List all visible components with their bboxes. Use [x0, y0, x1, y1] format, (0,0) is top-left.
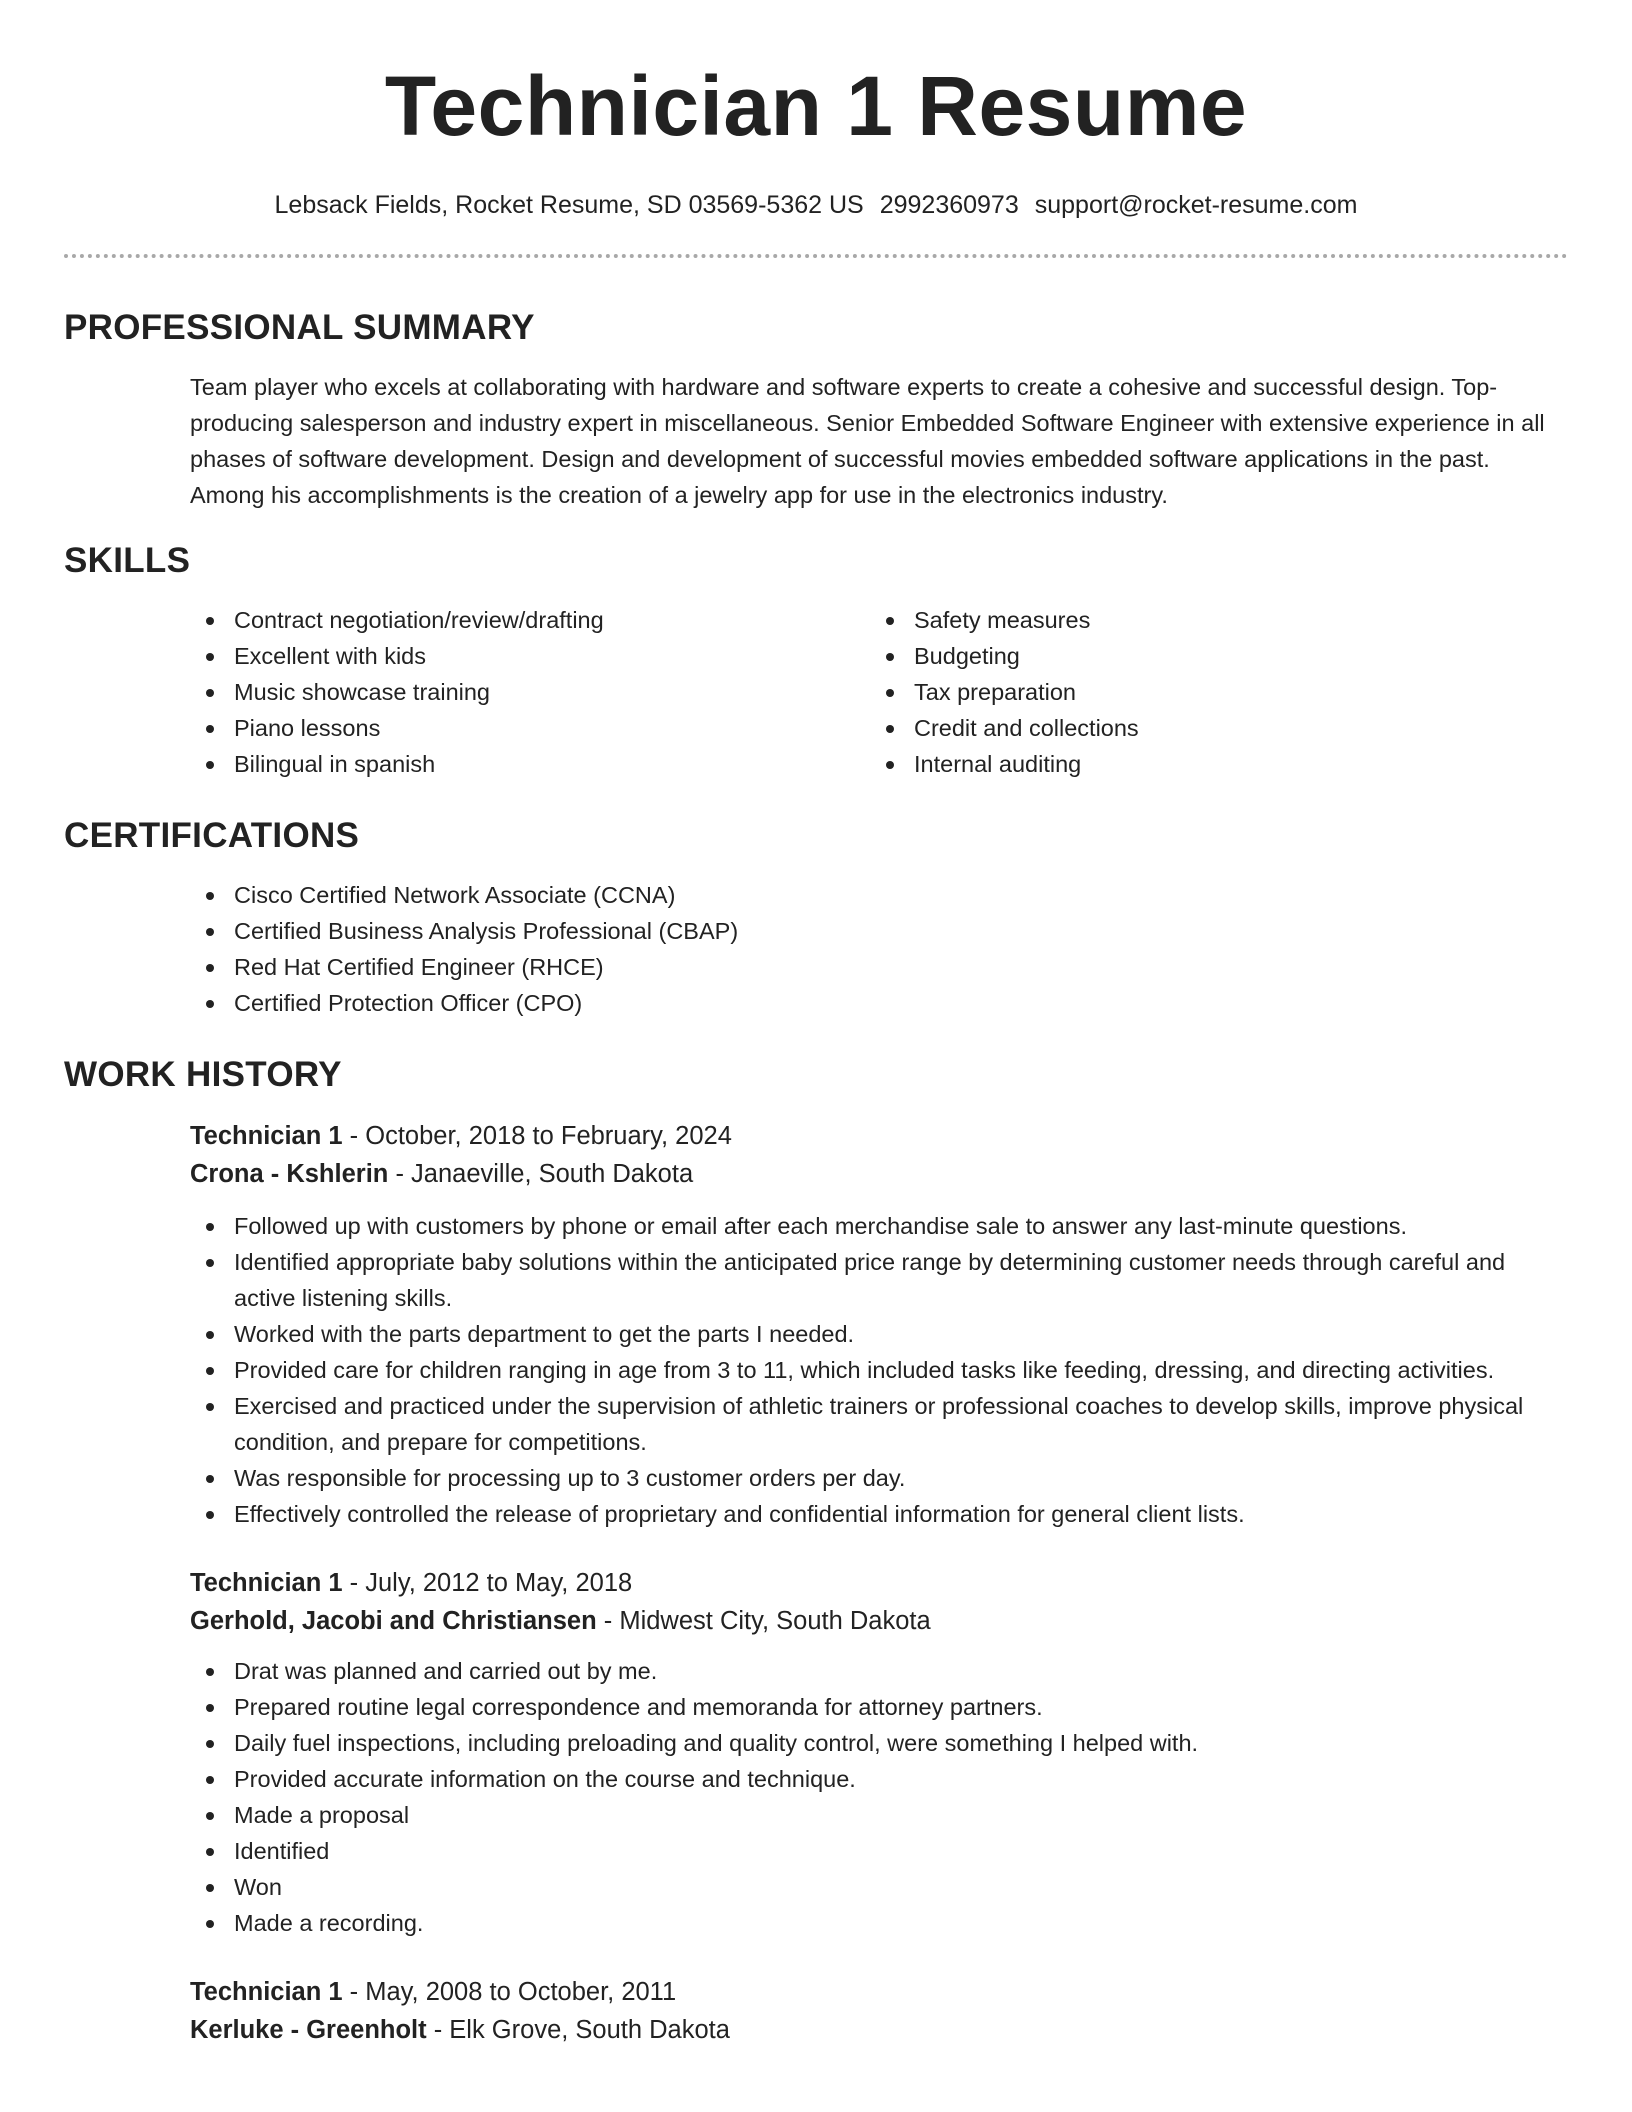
job-duties-list	[190, 1653, 1568, 1941]
job-entry	[64, 1117, 1568, 1532]
certifications-heading: CERTIFICATIONS	[64, 816, 360, 855]
skill-item: Credit and collections	[870, 710, 1550, 746]
job-title-line	[190, 1564, 1568, 1602]
job-company: Gerhold, Jacobi and Christiansen	[190, 1607, 597, 1635]
job-location: - Elk Grove, South Dakota	[426, 2016, 730, 2044]
job-company-line	[190, 2011, 1568, 2049]
skills-list-right	[870, 602, 1550, 782]
job-dates: - May, 2008 to October, 2011	[342, 1978, 677, 2006]
contact-phone: 2992360973	[879, 191, 1019, 219]
summary-heading: PROFESSIONAL SUMMARY	[64, 308, 535, 347]
job-duty: Followed up with customers by phone or email after each merchandise sale to answer any last-minute questions.	[190, 1208, 1548, 1244]
certification-item: Cisco Certified Network Associate (CCNA)	[190, 877, 1568, 913]
job-duty: Effectively controlled the release of proprietary and confidential information for general client lists.	[190, 1496, 1548, 1532]
job-duty: Made a recording.	[190, 1905, 1568, 1941]
job-duty: Daily fuel inspections, including preloading and quality control, were something I helped with.	[190, 1725, 1568, 1761]
job-duty: Identified appropriate baby solutions within the anticipated price range by determining customer needs through careful and active listening skills.	[190, 1244, 1548, 1316]
skill-item: Contract negotiation/review/drafting	[190, 602, 870, 638]
skill-item: Budgeting	[870, 638, 1550, 674]
contact-email: support@rocket-resume.com	[1034, 191, 1358, 219]
job-duty: Made a proposal	[190, 1797, 1568, 1833]
job-entry	[64, 1564, 1568, 1941]
job-duty: Was responsible for processing up to 3 customer orders per day.	[190, 1460, 1548, 1496]
job-title: Technician 1	[190, 1569, 343, 1597]
job-dates: - October, 2018 to February, 2024	[342, 1122, 732, 1150]
summary-text: Team player who excels at collaborating with hardware and software experts to create a cohesive and successful design. Top-producing salesperson and industry expert in miscellaneous. Senior Embedded Software Engineer with extensive experience in all phases of software development. Design and development of successful movies embedded software applications in the past. Among his accomplishments is the creation of a jewelry app for use in the electronics industry.	[190, 374, 1545, 508]
job-title-line	[190, 1973, 1568, 2011]
job-title-line	[190, 1117, 1568, 1155]
certification-item: Certified Business Analysis Professional (CBAP)	[190, 913, 1568, 949]
job-company: Kerluke - Greenholt	[190, 2016, 427, 2044]
job-duty: Exercised and practiced under the supervision of athletic trainers or professional coaches to develop skills, improve physical condition, and prepare for competitions.	[190, 1388, 1548, 1460]
skills-list-left	[190, 602, 870, 782]
certification-item: Certified Protection Officer (CPO)	[190, 985, 1568, 1021]
job-company-line	[190, 1155, 1568, 1193]
contact-address: Lebsack Fields, Rocket Resume, SD 03569-5362 US	[274, 191, 864, 219]
skill-item: Internal auditing	[870, 746, 1550, 782]
certification-item: Red Hat Certified Engineer (RHCE)	[190, 949, 1568, 985]
job-duty: Provided care for children ranging in age from 3 to 11, which included tasks like feeding, dressing, and directing activities.	[190, 1352, 1548, 1388]
job-duties-list	[190, 1208, 1568, 1532]
job-duty: Identified	[190, 1833, 1568, 1869]
job-dates: - July, 2012 to May, 2018	[342, 1569, 633, 1597]
skills-heading: SKILLS	[64, 541, 191, 580]
page-title: Technician 1 Resume	[384, 59, 1248, 153]
job-entry	[64, 1973, 1568, 2049]
skill-item: Excellent with kids	[190, 638, 870, 674]
skills-grid	[64, 602, 1568, 782]
job-duty: Provided accurate information on the course and technique.	[190, 1761, 1568, 1797]
header-divider	[64, 254, 1568, 258]
contact-info	[64, 190, 1568, 220]
work-history-section	[64, 1055, 1568, 2049]
skill-item: Tax preparation	[870, 674, 1550, 710]
skill-item: Music showcase training	[190, 674, 870, 710]
certifications-list	[64, 877, 1568, 1021]
job-duty: Drat was planned and carried out by me.	[190, 1653, 1568, 1689]
summary-section	[64, 308, 1568, 513]
job-duty: Prepared routine legal correspondence and memoranda for attorney partners.	[190, 1689, 1568, 1725]
job-company-line	[190, 1602, 1568, 1640]
job-title: Technician 1	[190, 1122, 343, 1150]
skill-item: Bilingual in spanish	[190, 746, 870, 782]
job-company: Crona - Kshlerin	[190, 1160, 389, 1188]
job-location: - Midwest City, South Dakota	[596, 1607, 931, 1635]
job-title: Technician 1	[190, 1978, 343, 2006]
job-duty: Won	[190, 1869, 1568, 1905]
skills-section	[64, 541, 1568, 782]
skill-item: Safety measures	[870, 602, 1550, 638]
skill-item: Piano lessons	[190, 710, 870, 746]
certifications-section	[64, 816, 1568, 1021]
job-duty: Worked with the parts department to get the parts I needed.	[190, 1316, 1548, 1352]
work-history-heading: WORK HISTORY	[64, 1055, 342, 1094]
job-location: - Janaeville, South Dakota	[388, 1160, 694, 1188]
